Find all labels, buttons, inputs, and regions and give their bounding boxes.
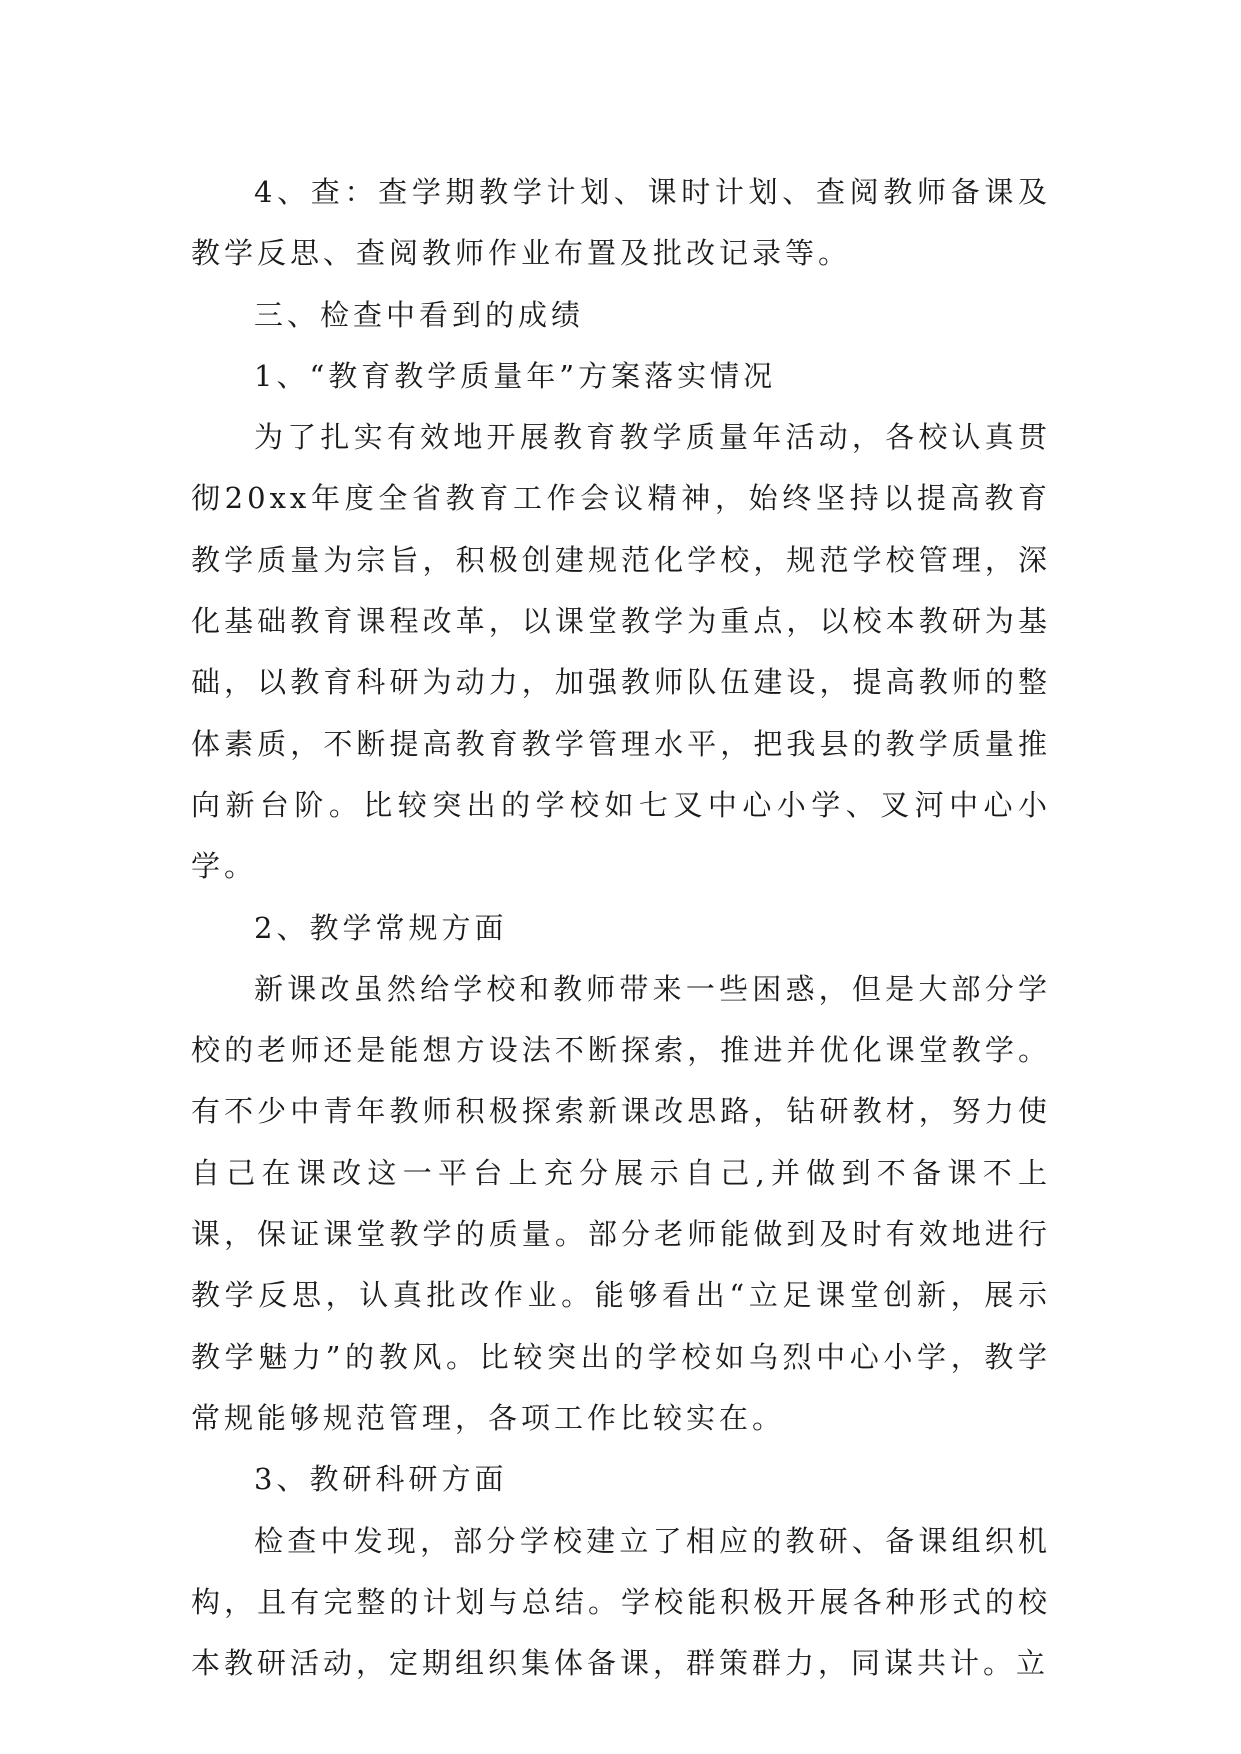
document-body [191, 162, 1051, 1694]
subheading-teaching-routine: 2、教学常规方面 [254, 910, 508, 945]
subheading-research: 3、教研科研方面 [254, 1462, 508, 1497]
paragraph-quality-year: 为了扎实有效地开展教育教学质量年活动，各校认真贯彻20xx年度全省教育工作会议精神，始终坚持以提高教育教学质量为宗旨，积极创建规范化学校，规范学校管理，深化基础教育课程改革，以课堂教学为重点，以校本教研为基础，以教育科研为动力，加强教师队伍建设，提高教师的整体素质，不断提高教育教学管理水平，把我县的教学质量推向新台阶。比较突出的学校如七叉中心小学、叉河中心小学。 [191, 420, 1051, 884]
paragraph-research: 检查中发现，部分学校建立了相应的教研、备课组织机构，且有完整的计划与总结。学校能积极开展各种形式的校本教研活动，定期组织集体备课，群策群力，同谋共计。立 [191, 1523, 1051, 1681]
paragraph-inspection-items: 4、查：查学期教学计划、课时计划、查阅教师备课及教学反思、查阅教师作业布置及批改记录等。 [191, 175, 1051, 271]
paragraph-teaching-routine: 新课改虽然给学校和教师带来一些困惑，但是大部分学校的老师还是能想方设法不断探索，推进并优化课堂教学。有不少中青年教师积极探索新课改思路，钻研教材，努力使自己在课改这一平台上充分展示自己,并做到不备课不上课，保证课堂教学的质量。部分老师能做到及时有效地进行教学反思，认真批改作业。能够看出“立足课堂创新，展示教学魅力”的教风。比较突出的学校如乌烈中心小学，教学常规能够规范管理，各项工作比较实在。 [191, 971, 1051, 1435]
subheading-quality-year: 1、“教育教学质量年”方案落实情况 [254, 358, 777, 393]
section-heading-achievements: 三、检查中看到的成绩 [254, 297, 585, 332]
